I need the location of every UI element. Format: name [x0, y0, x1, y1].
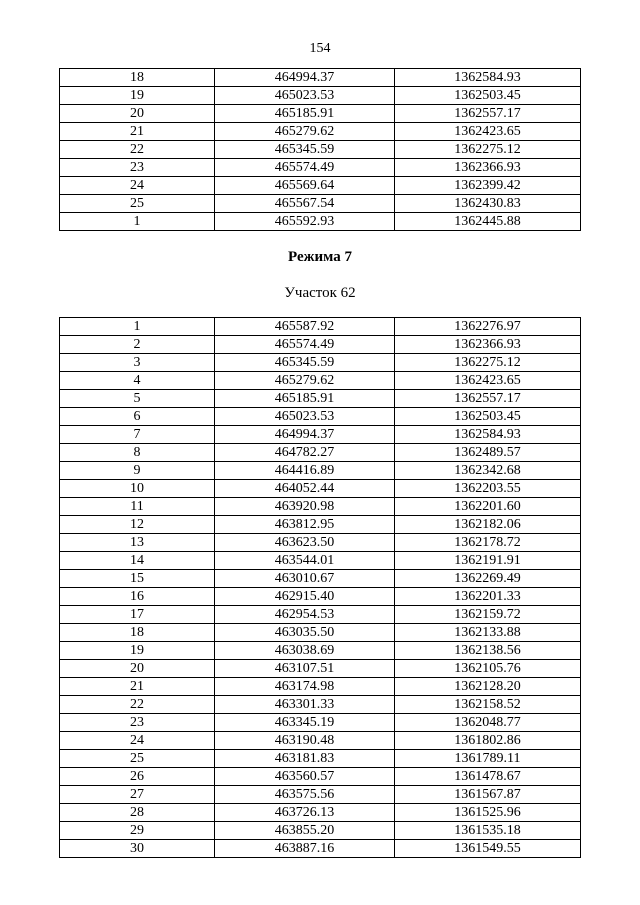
y-coordinate-cell: 1362366.93: [395, 159, 581, 177]
point-number-cell: 22: [60, 696, 215, 714]
x-coordinate-cell: 464416.89: [215, 462, 395, 480]
table-row: [60, 123, 581, 141]
table-row: [60, 354, 581, 372]
table-row: [60, 786, 581, 804]
table-row: [60, 105, 581, 123]
table-row: [60, 213, 581, 231]
x-coordinate-cell: 465345.59: [215, 354, 395, 372]
point-number-cell: 20: [60, 105, 215, 123]
point-number-cell: 11: [60, 498, 215, 516]
point-number-cell: 14: [60, 552, 215, 570]
y-coordinate-cell: 1362201.33: [395, 588, 581, 606]
point-number-cell: 21: [60, 123, 215, 141]
point-number-cell: 3: [60, 354, 215, 372]
y-coordinate-cell: 1361549.55: [395, 840, 581, 858]
table-row: [60, 87, 581, 105]
coordinates-table: [59, 317, 581, 858]
y-coordinate-cell: 1362430.83: [395, 195, 581, 213]
point-number-cell: 29: [60, 822, 215, 840]
table-row: [60, 696, 581, 714]
x-coordinate-cell: 463345.19: [215, 714, 395, 732]
y-coordinate-cell: 1362366.93: [395, 336, 581, 354]
table-row: [60, 480, 581, 498]
table-row: [60, 606, 581, 624]
y-coordinate-cell: 1362191.91: [395, 552, 581, 570]
x-coordinate-cell: 464994.37: [215, 426, 395, 444]
y-coordinate-cell: 1362269.49: [395, 570, 581, 588]
table-row: [60, 69, 581, 87]
point-number-cell: 22: [60, 141, 215, 159]
point-number-cell: 2: [60, 336, 215, 354]
y-coordinate-cell: 1362503.45: [395, 87, 581, 105]
point-number-cell: 7: [60, 426, 215, 444]
x-coordinate-cell: 465569.64: [215, 177, 395, 195]
table-row: [60, 336, 581, 354]
point-number-cell: 24: [60, 177, 215, 195]
x-coordinate-cell: 463010.67: [215, 570, 395, 588]
table-row: [60, 588, 581, 606]
point-number-cell: 1: [60, 318, 215, 336]
table-row: [60, 159, 581, 177]
x-coordinate-cell: 465185.91: [215, 105, 395, 123]
x-coordinate-cell: 465185.91: [215, 390, 395, 408]
subsection-title: Участок 62: [284, 285, 356, 301]
y-coordinate-cell: 1362445.88: [395, 213, 581, 231]
y-coordinate-cell: 1362557.17: [395, 390, 581, 408]
table-row: [60, 372, 581, 390]
y-coordinate-cell: 1362489.57: [395, 444, 581, 462]
x-coordinate-cell: 463181.83: [215, 750, 395, 768]
x-coordinate-cell: 463575.56: [215, 786, 395, 804]
x-coordinate-cell: 463726.13: [215, 804, 395, 822]
y-coordinate-cell: 1362584.93: [395, 426, 581, 444]
point-number-cell: 10: [60, 480, 215, 498]
y-coordinate-cell: 1362158.52: [395, 696, 581, 714]
table-row: [60, 426, 581, 444]
y-coordinate-cell: 1362133.88: [395, 624, 581, 642]
table-row: [60, 732, 581, 750]
x-coordinate-cell: 463035.50: [215, 624, 395, 642]
x-coordinate-cell: 465023.53: [215, 408, 395, 426]
table-row: [60, 570, 581, 588]
page-number: 154: [309, 41, 331, 56]
point-number-cell: 19: [60, 87, 215, 105]
y-coordinate-cell: 1361567.87: [395, 786, 581, 804]
y-coordinate-cell: 1362275.12: [395, 354, 581, 372]
x-coordinate-cell: 465567.54: [215, 195, 395, 213]
x-coordinate-cell: 464052.44: [215, 480, 395, 498]
table-row: [60, 552, 581, 570]
y-coordinate-cell: 1361802.86: [395, 732, 581, 750]
table-row: [60, 318, 581, 336]
point-number-cell: 20: [60, 660, 215, 678]
y-coordinate-cell: 1362584.93: [395, 69, 581, 87]
x-coordinate-cell: 463623.50: [215, 534, 395, 552]
y-coordinate-cell: 1361478.67: [395, 768, 581, 786]
y-coordinate-cell: 1362105.76: [395, 660, 581, 678]
x-coordinate-cell: 465574.49: [215, 336, 395, 354]
x-coordinate-cell: 465574.49: [215, 159, 395, 177]
y-coordinate-cell: 1362138.56: [395, 642, 581, 660]
point-number-cell: 28: [60, 804, 215, 822]
table-body: [60, 318, 581, 858]
x-coordinate-cell: 464782.27: [215, 444, 395, 462]
x-coordinate-cell: 465279.62: [215, 372, 395, 390]
point-number-cell: 25: [60, 750, 215, 768]
y-coordinate-cell: 1362182.06: [395, 516, 581, 534]
table-row: [60, 804, 581, 822]
point-number-cell: 12: [60, 516, 215, 534]
point-number-cell: 9: [60, 462, 215, 480]
point-number-cell: 1: [60, 213, 215, 231]
y-coordinate-cell: 1362178.72: [395, 534, 581, 552]
x-coordinate-cell: 463190.48: [215, 732, 395, 750]
x-coordinate-cell: 463887.16: [215, 840, 395, 858]
x-coordinate-cell: 465023.53: [215, 87, 395, 105]
point-number-cell: 21: [60, 678, 215, 696]
point-number-cell: 13: [60, 534, 215, 552]
point-number-cell: 15: [60, 570, 215, 588]
table-row: [60, 195, 581, 213]
table-row: [60, 141, 581, 159]
x-coordinate-cell: 463107.51: [215, 660, 395, 678]
table-row: [60, 390, 581, 408]
y-coordinate-cell: 1362503.45: [395, 408, 581, 426]
point-number-cell: 8: [60, 444, 215, 462]
y-coordinate-cell: 1362399.42: [395, 177, 581, 195]
y-coordinate-cell: 1361535.18: [395, 822, 581, 840]
table-row: [60, 678, 581, 696]
table-row: [60, 462, 581, 480]
y-coordinate-cell: 1362159.72: [395, 606, 581, 624]
y-coordinate-cell: 1362201.60: [395, 498, 581, 516]
y-coordinate-cell: 1362276.97: [395, 318, 581, 336]
x-coordinate-cell: 464994.37: [215, 69, 395, 87]
y-coordinate-cell: 1362423.65: [395, 372, 581, 390]
x-coordinate-cell: 462954.53: [215, 606, 395, 624]
point-number-cell: 25: [60, 195, 215, 213]
table-row: [60, 768, 581, 786]
y-coordinate-cell: 1362423.65: [395, 123, 581, 141]
x-coordinate-cell: 465592.93: [215, 213, 395, 231]
point-number-cell: 18: [60, 624, 215, 642]
y-coordinate-cell: 1362275.12: [395, 141, 581, 159]
point-number-cell: 6: [60, 408, 215, 426]
section-title: Режима 7: [287, 249, 352, 265]
point-number-cell: 5: [60, 390, 215, 408]
x-coordinate-cell: 463812.95: [215, 516, 395, 534]
table-row: [60, 624, 581, 642]
y-coordinate-cell: 1362557.17: [395, 105, 581, 123]
table-body: [60, 69, 581, 231]
table-row: [60, 498, 581, 516]
point-number-cell: 18: [60, 69, 215, 87]
point-number-cell: 23: [60, 714, 215, 732]
point-number-cell: 26: [60, 768, 215, 786]
y-coordinate-cell: 1362203.55: [395, 480, 581, 498]
point-number-cell: 27: [60, 786, 215, 804]
x-coordinate-cell: 465279.62: [215, 123, 395, 141]
x-coordinate-cell: 465587.92: [215, 318, 395, 336]
table-row: [60, 177, 581, 195]
x-coordinate-cell: 463560.57: [215, 768, 395, 786]
y-coordinate-cell: 1362128.20: [395, 678, 581, 696]
table-row: [60, 840, 581, 858]
point-number-cell: 19: [60, 642, 215, 660]
x-coordinate-cell: 463038.69: [215, 642, 395, 660]
y-coordinate-cell: 1361525.96: [395, 804, 581, 822]
table-row: [60, 714, 581, 732]
x-coordinate-cell: 463855.20: [215, 822, 395, 840]
table-row: [60, 444, 581, 462]
y-coordinate-cell: 1362048.77: [395, 714, 581, 732]
x-coordinate-cell: 463301.33: [215, 696, 395, 714]
x-coordinate-cell: 463544.01: [215, 552, 395, 570]
table-row: [60, 822, 581, 840]
y-coordinate-cell: 1361789.11: [395, 750, 581, 768]
table-row: [60, 750, 581, 768]
point-number-cell: 16: [60, 588, 215, 606]
table-row: [60, 534, 581, 552]
point-number-cell: 17: [60, 606, 215, 624]
y-coordinate-cell: 1362342.68: [395, 462, 581, 480]
coordinates-table-continued: [59, 68, 581, 231]
table-row: [60, 408, 581, 426]
point-number-cell: 4: [60, 372, 215, 390]
point-number-cell: 30: [60, 840, 215, 858]
x-coordinate-cell: 465345.59: [215, 141, 395, 159]
table-row: [60, 642, 581, 660]
table-row: [60, 516, 581, 534]
table-row: [60, 660, 581, 678]
x-coordinate-cell: 463174.98: [215, 678, 395, 696]
point-number-cell: 24: [60, 732, 215, 750]
point-number-cell: 23: [60, 159, 215, 177]
x-coordinate-cell: 462915.40: [215, 588, 395, 606]
x-coordinate-cell: 463920.98: [215, 498, 395, 516]
